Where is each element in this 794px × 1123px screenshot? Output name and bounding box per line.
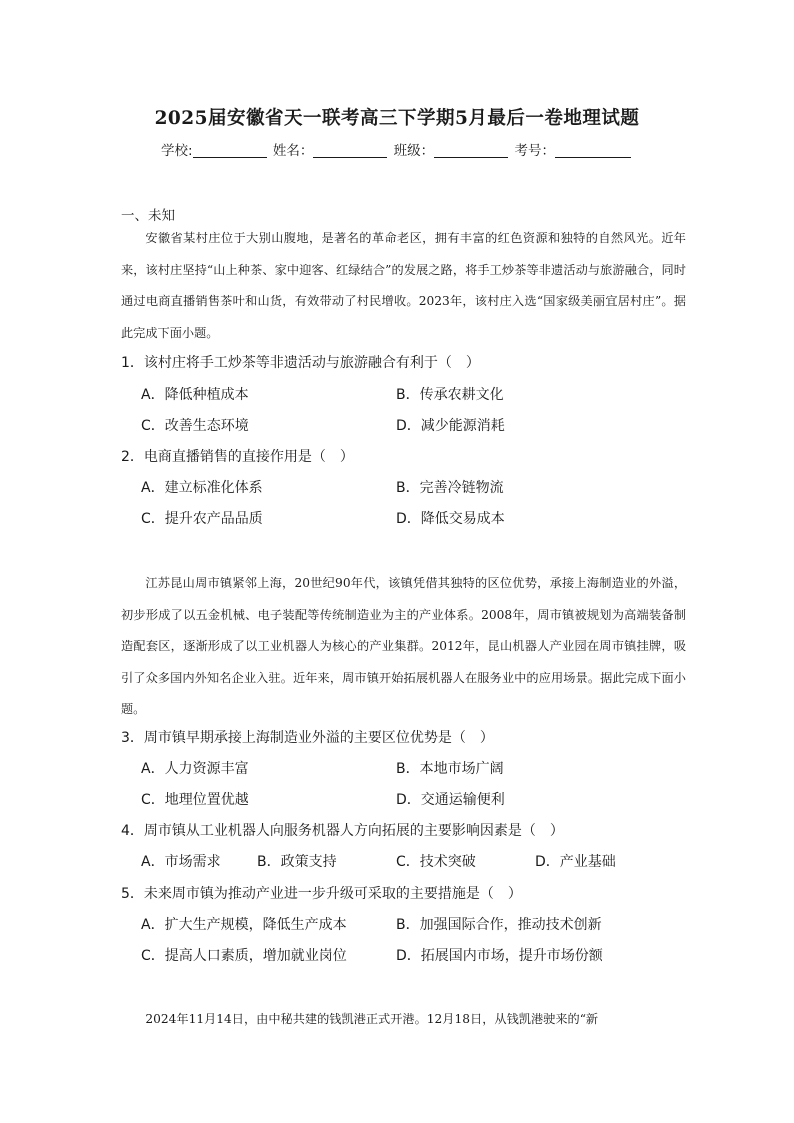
q2-option-b[interactable]: B．完善冷链物流 (396, 480, 504, 496)
q1-option-a[interactable]: A．降低种植成本 (141, 387, 249, 403)
question-3-stem: 3．周市镇早期承接上海制造业外溢的主要区位优势是（ ） (121, 730, 494, 746)
student-info-row (0, 139, 794, 159)
q5-option-a[interactable]: A．扩大生产规模，降低生产成本 (141, 917, 347, 933)
page-title: 2025届安徽省天一联考高三下学期5月最后一卷地理试题 (154, 108, 640, 129)
question-5-stem: 5．未来周市镇为推动产业进一步升级可采取的主要措施是（ ） (121, 886, 522, 902)
exam-no-blank[interactable] (555, 143, 631, 158)
q4-option-a[interactable]: A．市场需求 (141, 854, 221, 870)
exam-no-label: 考号： (514, 143, 555, 159)
q2-option-a[interactable]: A．建立标准化体系 (141, 480, 263, 496)
section-heading: 一、未知 (121, 208, 175, 224)
q1-option-b[interactable]: B．传承农耕文化 (396, 387, 504, 403)
question-1-stem: 1．该村庄将手工炒茶等非遗活动与旅游融合有利于（ ） (121, 355, 480, 371)
passage-2: 江苏昆山周市镇紧邻上海，20世纪90年代，该镇凭借其独特的区位优势，承接上海制造业的外溢，初步形成了以五金机械、电子装配等传统制造业为主的产业体系。2008年，周市镇被规划为高端装备制造配套区，逐渐形成了以工业机器人为核心的产业集群。2012年，昆山机器人产业园在周市镇挂牌，吸引了众多国内外知名企业入驻。近年来，周市镇开始拓展机器人在服务业中的应用场景。据此完成下面小题。 (121, 576, 686, 716)
q5-option-d[interactable]: D．拓展国内市场，提升市场份额 (396, 948, 603, 964)
q4-option-c[interactable]: C．技术突破 (396, 854, 476, 870)
q5-option-b[interactable]: B．加强国际合作，推动技术创新 (396, 917, 602, 933)
name-blank[interactable] (313, 143, 387, 158)
q3-option-b[interactable]: B．本地市场广阔 (396, 761, 504, 777)
q5-option-c[interactable]: C．提高人口素质，增加就业岗位 (141, 948, 347, 964)
q4-option-b[interactable]: B．政策支持 (257, 854, 337, 870)
q2-option-d[interactable]: D．降低交易成本 (396, 511, 505, 527)
q3-option-a[interactable]: A．人力资源丰富 (141, 761, 249, 777)
q3-option-c[interactable]: C．地理位置优越 (141, 792, 249, 808)
class-label: 班级： (393, 143, 435, 159)
q4-option-d[interactable]: D．产业基础 (535, 854, 616, 870)
q2-option-c[interactable]: C．提升农产品品质 (141, 511, 263, 527)
school-blank[interactable] (193, 143, 267, 158)
class-blank[interactable] (434, 143, 508, 158)
q1-option-d[interactable]: D．减少能源消耗 (396, 418, 505, 434)
q3-option-d[interactable]: D．交通运输便利 (396, 792, 505, 808)
name-label: 姓名： (272, 143, 314, 159)
q1-option-c[interactable]: C．改善生态环境 (141, 418, 249, 434)
passage-1: 安徽省某村庄位于大别山腹地，是著名的革命老区，拥有丰富的红色资源和独特的自然风光。近年来，该村庄坚持“山上种茶、家中迎客、红绿结合”的发展之路，将手工炒茶等非遗活动与旅游融合，同时通过电商直播销售茶叶和山货，有效带动了村民增收。2023年，该村庄入选“国家级美丽宜居村庄”。据此完成下面小题。 (121, 231, 686, 340)
passage-3: 2024年11月14日，由中秘共建的钱凯港正式开港。12月18日，从钱凯港驶来的“新 (145, 1012, 599, 1026)
question-2-stem: 2．电商直播销售的直接作用是（ ） (121, 449, 354, 465)
school-label: 学校: (161, 143, 193, 159)
question-4-stem: 4．周市镇从工业机器人向服务机器人方向拓展的主要影响因素是（ ） (121, 823, 564, 839)
